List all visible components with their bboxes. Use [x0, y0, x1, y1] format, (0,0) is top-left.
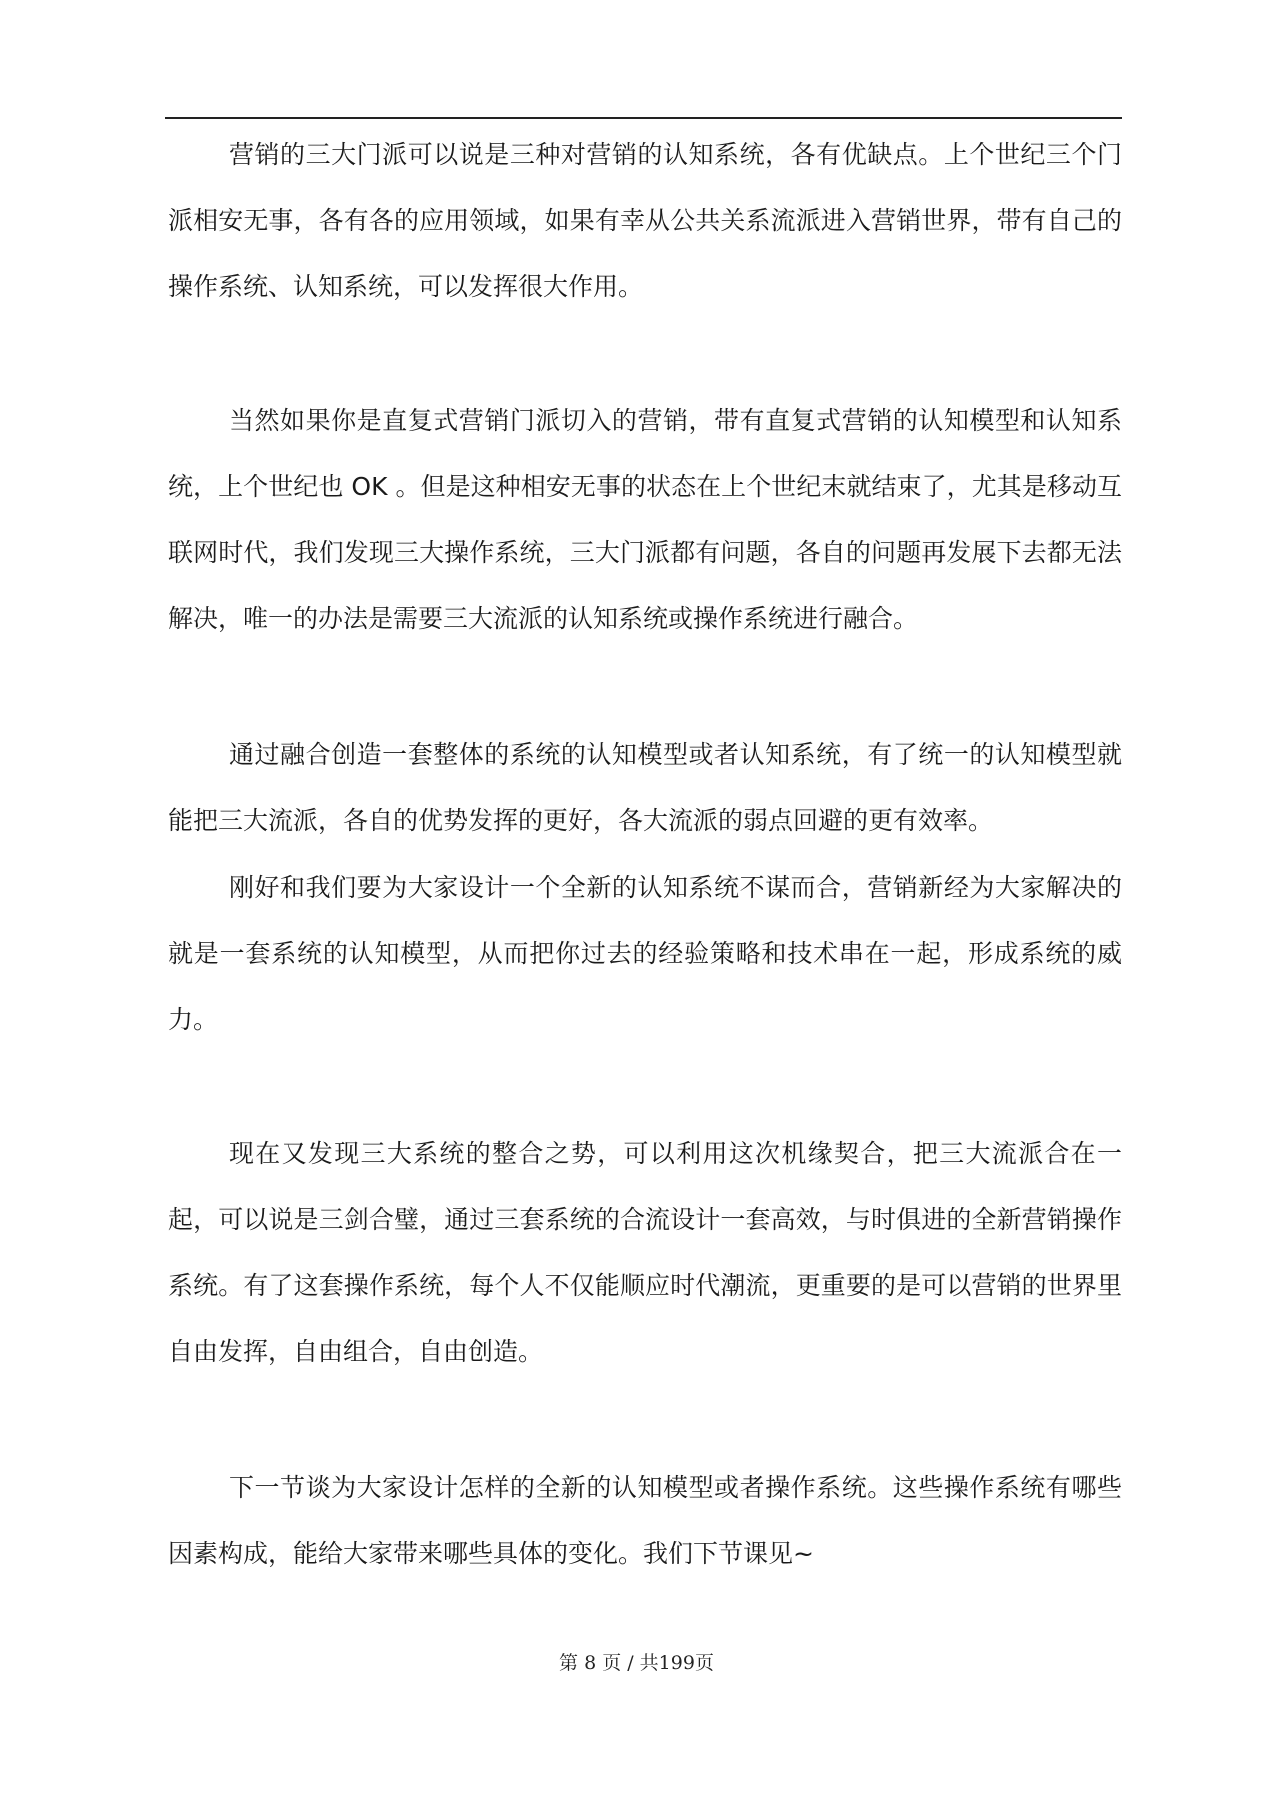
paragraph-2: 当然如果你是直复式营销门派切入的营销，带有直复式营销的认知模型和认知系统，上个世纪也 OK 。但是这种相安无事的状态在上个世纪末就结束了，尤其是移动互联网时代，我们发现三大操作系统，三大门派都有问题，各自的问题再发展下去都无法解决，唯一的办法是需要三大流派的认知系统或操作系统进行融合。 [168, 406, 1122, 633]
paragraph-6: 下一节谈为大家设计怎样的全新的认知模型或者操作系统。这些操作系统有哪些因素构成，能给大家带来哪些具体的变化。我们下节课见~ [168, 1473, 1122, 1568]
page-number: 第 8 页 / 共199页 [559, 1652, 714, 1674]
paragraph-4: 刚好和我们要为大家设计一个全新的认知系统不谋而合，营销新经为大家解决的就是一套系统的认知模型，从而把你过去的经验策略和技术串在一起，形成系统的威力。 [168, 873, 1122, 1034]
paragraph-3: 通过融合创造一套整体的系统的认知模型或者认知系统，有了统一的认知模型就能把三大流派，各自的优势发挥的更好，各大流派的弱点回避的更有效率。 [168, 740, 1122, 835]
header-rule [165, 117, 1122, 119]
paragraph-5: 现在又发现三大系统的整合之势，可以利用这次机缘契合，把三大流派合在一起，可以说是三剑合璧，通过三套系统的合流设计一套高效，与时俱进的全新营销操作系统。有了这套操作系统，每个人不仅能顺应时代潮流，更重要的是可以营销的世界里自由发挥，自由组合，自由创造。 [168, 1139, 1122, 1366]
paragraph-1: 营销的三大门派可以说是三种对营销的认知系统，各有优缺点。上个世纪三个门派相安无事，各有各的应用领域，如果有幸从公共关系流派进入营销世界，带有自己的操作系统、认知系统，可以发挥很大作用。 [168, 140, 1122, 301]
